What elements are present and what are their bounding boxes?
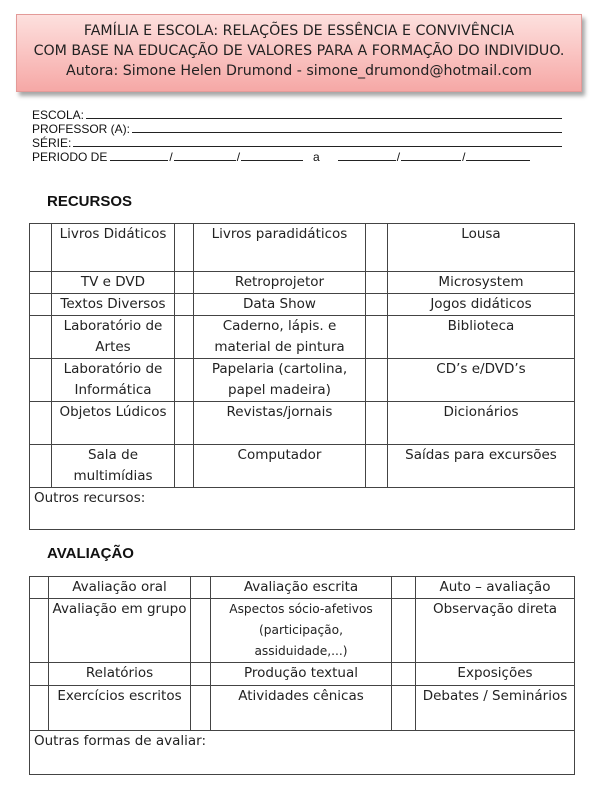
serie-line bbox=[32, 136, 562, 150]
escola-field[interactable] bbox=[86, 108, 562, 119]
option-label: Dicionários bbox=[388, 402, 575, 445]
option-label: Retroprojetor bbox=[194, 272, 366, 294]
table-row bbox=[30, 272, 575, 294]
option-label: Atividades cênicas bbox=[211, 686, 392, 731]
avaliacao-table bbox=[29, 576, 575, 775]
checkbox-cell[interactable] bbox=[191, 599, 211, 663]
periodo-start-year[interactable] bbox=[241, 150, 303, 161]
serie-field[interactable] bbox=[73, 136, 562, 147]
periodo-end-day[interactable] bbox=[338, 150, 396, 161]
checkbox-cell[interactable] bbox=[30, 294, 52, 316]
slash: / bbox=[236, 150, 241, 164]
checkbox-cell[interactable] bbox=[30, 445, 52, 488]
checkbox-cell[interactable] bbox=[30, 402, 52, 445]
other-field[interactable]: Outras formas de avaliar: bbox=[30, 731, 575, 775]
option-label: Exposições bbox=[416, 663, 575, 686]
checkbox-cell[interactable] bbox=[30, 359, 52, 402]
option-label: Auto – avaliação bbox=[416, 577, 575, 599]
escola-line bbox=[32, 108, 562, 122]
table-row bbox=[30, 294, 575, 316]
professor-label: PROFESSOR (A): bbox=[32, 122, 131, 136]
option-label: CD’s e/DVD’s bbox=[388, 359, 575, 402]
serie-label: SÉRIE: bbox=[32, 136, 72, 150]
recursos-title: RECURSOS bbox=[47, 193, 133, 210]
title-banner bbox=[16, 14, 582, 92]
professor-line bbox=[32, 122, 562, 136]
option-label: Exercícios escritos bbox=[49, 686, 191, 731]
table-row bbox=[30, 359, 575, 402]
checkbox-cell[interactable] bbox=[366, 359, 388, 402]
professor-field[interactable] bbox=[132, 122, 562, 133]
checkbox-cell[interactable] bbox=[366, 224, 388, 272]
checkbox-cell[interactable] bbox=[175, 402, 194, 445]
checkbox-cell[interactable] bbox=[30, 686, 49, 731]
slash: / bbox=[462, 150, 466, 164]
option-label: Textos Diversos bbox=[52, 294, 175, 316]
periodo-line bbox=[32, 150, 562, 164]
other-row bbox=[30, 731, 575, 775]
checkbox-cell[interactable] bbox=[366, 294, 388, 316]
periodo-a-label: a bbox=[313, 150, 320, 164]
checkbox-cell[interactable] bbox=[366, 272, 388, 294]
banner-line-1: FAMÍLIA E ESCOLA: RELAÇÕES DE ESSÊNCIA E CONVIVÊNCIA bbox=[83, 23, 515, 39]
table-row bbox=[30, 663, 575, 686]
checkbox-cell[interactable] bbox=[30, 224, 52, 272]
checkbox-cell[interactable] bbox=[30, 599, 49, 663]
checkbox-cell[interactable] bbox=[366, 402, 388, 445]
option-label: Objetos Lúdicos bbox=[52, 402, 175, 445]
option-label: Revistas/jornais bbox=[194, 402, 366, 445]
checkbox-cell[interactable] bbox=[30, 272, 52, 294]
table-row bbox=[30, 224, 575, 272]
option-label: Laboratório de Artes bbox=[52, 316, 175, 359]
option-label: Sala de multimídias bbox=[52, 445, 175, 488]
other-row bbox=[30, 488, 575, 530]
checkbox-cell[interactable] bbox=[366, 316, 388, 359]
slash: / bbox=[169, 150, 173, 164]
recursos-table bbox=[29, 223, 575, 530]
option-label: Avaliação escrita bbox=[211, 577, 392, 599]
option-label: Avaliação oral bbox=[49, 577, 191, 599]
periodo-start-month[interactable] bbox=[174, 150, 236, 161]
option-label: Computador bbox=[194, 445, 366, 488]
periodo-end-year[interactable] bbox=[466, 150, 530, 161]
option-label: Aspectos sócio-afetivos (participação, assiduidade,...) bbox=[211, 599, 392, 663]
table-row bbox=[30, 445, 575, 488]
other-field[interactable]: Outros recursos: bbox=[30, 488, 575, 530]
table-row bbox=[30, 599, 575, 663]
table-row bbox=[30, 686, 575, 731]
table-row bbox=[30, 402, 575, 445]
checkbox-cell[interactable] bbox=[392, 686, 416, 731]
option-label: Caderno, lápis. e material de pintura bbox=[194, 316, 366, 359]
option-label: Biblioteca bbox=[388, 316, 575, 359]
table-row bbox=[30, 316, 575, 359]
option-label: Observação direta bbox=[416, 599, 575, 663]
option-label: Avaliação em grupo bbox=[49, 599, 191, 663]
option-label: Papelaria (cartolina, papel madeira) bbox=[194, 359, 366, 402]
banner-line-2: COM BASE NA EDUCAÇÃO DE VALORES PARA A FORMAÇÃO DO INDIVIDUO. bbox=[33, 43, 565, 59]
checkbox-cell[interactable] bbox=[191, 663, 211, 686]
option-label: Relatórios bbox=[49, 663, 191, 686]
checkbox-cell[interactable] bbox=[175, 445, 194, 488]
escola-label: ESCOLA: bbox=[32, 108, 85, 122]
checkbox-cell[interactable] bbox=[175, 294, 194, 316]
checkbox-cell[interactable] bbox=[30, 316, 52, 359]
option-label: Debates / Seminários bbox=[416, 686, 575, 731]
option-label: Produção textual bbox=[211, 663, 392, 686]
periodo-label: PERIODO DE bbox=[32, 150, 108, 164]
table-row bbox=[30, 577, 575, 599]
banner-line-3: Autora: Simone Helen Drumond - simone_drumond@hotmail.com bbox=[66, 63, 532, 79]
checkbox-cell[interactable] bbox=[30, 577, 49, 599]
option-label: Livros Didáticos bbox=[52, 224, 175, 272]
checkbox-cell[interactable] bbox=[366, 445, 388, 488]
checkbox-cell[interactable] bbox=[30, 663, 49, 686]
option-label: Saídas para excursões bbox=[388, 445, 575, 488]
checkbox-cell[interactable] bbox=[191, 577, 211, 599]
option-label: TV e DVD bbox=[52, 272, 175, 294]
periodo-end-month[interactable] bbox=[401, 150, 461, 161]
avaliacao-title: AVALIAÇÃO bbox=[47, 545, 134, 562]
checkbox-cell[interactable] bbox=[175, 359, 194, 402]
checkbox-cell[interactable] bbox=[392, 577, 416, 599]
checkbox-cell[interactable] bbox=[175, 316, 194, 359]
option-label: Laboratório de Informática bbox=[52, 359, 175, 402]
periodo-start-day[interactable] bbox=[110, 150, 168, 161]
option-label: Data Show bbox=[194, 294, 366, 316]
checkbox-cell[interactable] bbox=[392, 663, 416, 686]
checkbox-cell[interactable] bbox=[175, 272, 194, 294]
checkbox-cell[interactable] bbox=[175, 224, 194, 272]
option-label: Microsystem bbox=[388, 272, 575, 294]
option-label: Lousa bbox=[388, 224, 575, 272]
form-header bbox=[32, 108, 562, 164]
slash: / bbox=[396, 150, 401, 164]
checkbox-cell[interactable] bbox=[392, 599, 416, 663]
option-label: Livros paradidáticos bbox=[194, 224, 366, 272]
checkbox-cell[interactable] bbox=[191, 686, 211, 731]
option-label: Jogos didáticos bbox=[388, 294, 575, 316]
